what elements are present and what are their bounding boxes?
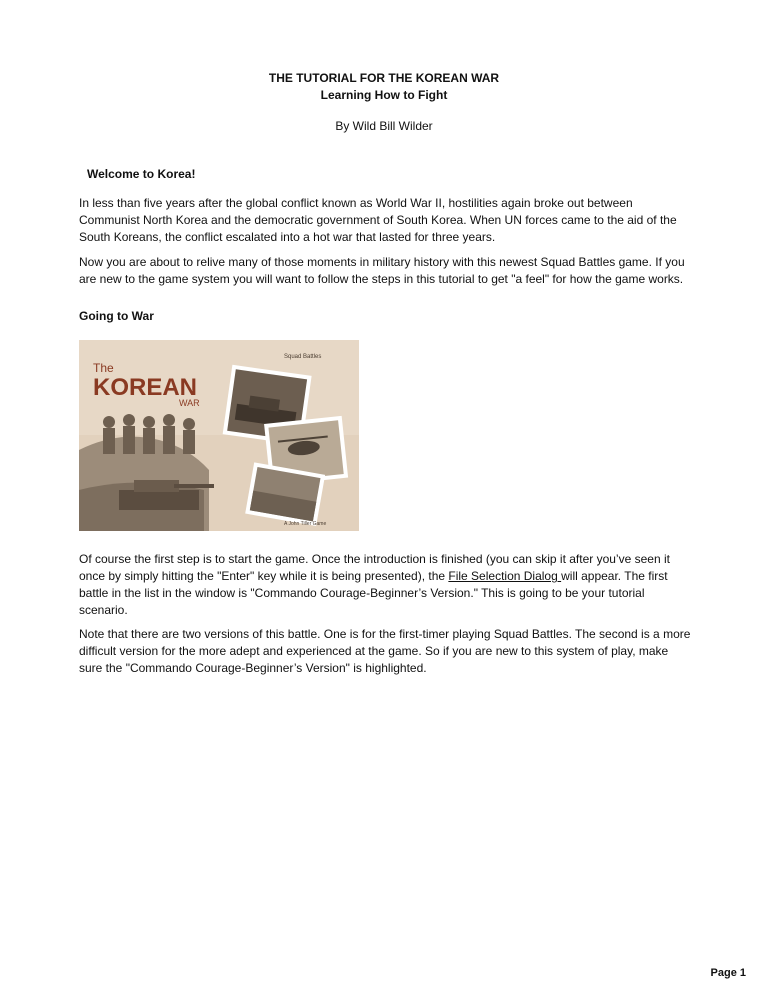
cover-title-korean: KOREAN: [93, 374, 198, 401]
author-byline: By Wild Bill Wilder: [335, 119, 433, 133]
start-game-paragraph: [79, 551, 691, 619]
document-subtitle: Learning How to Fight: [320, 88, 448, 102]
document-title: THE TUTORIAL FOR THE KOREAN WAR: [268, 71, 500, 85]
cover-publisher-label: A John Tiller Game: [284, 521, 327, 527]
start-game-text-a: Of course the first step is to start the game. Once the introduction is finished (you can skip it after you’ve seen it once by simply hitting the "Enter" key while it is being presented), the: [79, 552, 670, 583]
squad-battles-paragraph: Now you are about to relive many of those moments in military history with this newest Squad Battles game. If you are new to the game system you will want to follow the steps in this tutorial to get "a feel" for how the game works.: [79, 255, 685, 286]
cover-series-label: Squad Battles: [284, 354, 322, 360]
versions-paragraph: Note that there are two versions of this battle. One is for the first-timer playing Squad Battles. The second is a more difficult version for the more adept and experienced at the game. So if you are new to this system of play, make sure the "Commando Courage-Beginner’s Version" is highlighted.: [79, 627, 691, 675]
going-to-war-heading: Going to War: [79, 309, 154, 323]
file-selection-dialog-link[interactable]: File Selection Dialog: [448, 569, 562, 583]
korean-war-cover-image: [79, 340, 359, 531]
page-number: Page 1: [710, 967, 746, 979]
welcome-heading: Welcome to Korea!: [87, 167, 196, 181]
start-game-text-b: will appear. The first battle in the list in the window is "Commando Courage-Beginner’s Version." This is going to be your tutorial scenario.: [79, 569, 668, 617]
cover-title-the: The: [93, 361, 114, 375]
cover-title-war: WAR: [179, 398, 200, 408]
intro-paragraph: In less than five years after the global conflict known as World War II, hostilities again broke out between Communist North Korea and the democratic government of South Korea. When UN forces came to the aid of the South Koreans, the conflict escalated into a hot war that lasted for three years.: [79, 196, 677, 244]
